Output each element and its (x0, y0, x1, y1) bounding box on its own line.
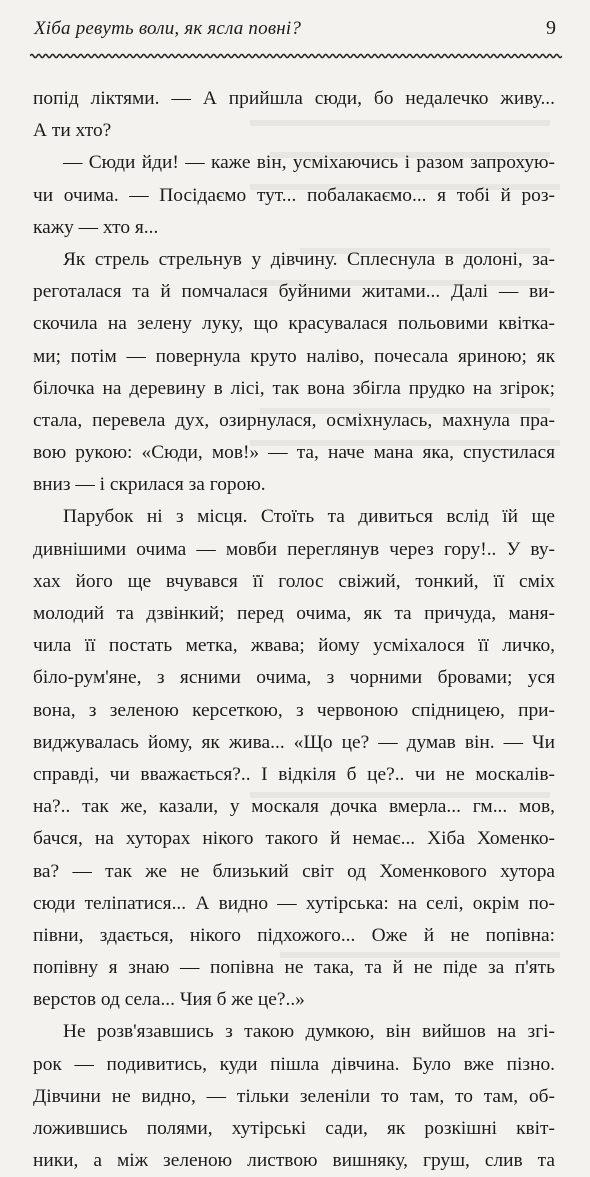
wavy-divider-rule (30, 50, 562, 62)
text-line: попід ліктями. — А прийшла сюди, бо недалечко живу... (33, 88, 555, 109)
text-line: чи очима. — Посідаємо тут... побалакаємо... я тобі й роз- (33, 184, 555, 206)
text-line: чила її постать метка, жвава; йому усміхалося її личко, (33, 635, 555, 657)
text-line: рок — подивитись, куди пішла дівчина. Було вже пізно. (33, 1053, 555, 1075)
page-number: 9 (546, 17, 556, 39)
text-line: біло-рум'яне, з ясними очима, з чорними бровами; уся (33, 667, 555, 689)
text-line: — Сюди йди! — каже він, усміхаючись і разом запрохую- (63, 152, 555, 174)
text-line: А ти хто? (33, 120, 112, 142)
text-line: дивнішими очима — мовби переглянув через гору!.. У ву- (33, 538, 555, 560)
text-line: стала, перевела дух, озирнулася, осміхнулась, махнула пра- (33, 409, 555, 431)
text-line: скочила на зелену луку, що красувалася польовими квітка- (33, 313, 555, 335)
text-line: кажу — хто я... (33, 216, 159, 238)
text-line: вою рукою: «Сюди, мов!» — та, наче мана яка, спустилася (33, 442, 555, 464)
page-header (34, 12, 560, 42)
text-line: ва? — так же не близький світ од Хоменкового хутора (33, 860, 555, 882)
text-line: реготалася та й помчалася буйними житами... Далі — ви- (33, 281, 555, 303)
text-line: вона, з зеленою керсеткою, з червоною спідницею, при- (33, 699, 555, 721)
text-line: вниз — і скрилася за горою. (33, 474, 266, 496)
text-line: верстов од села... Чия б же це?..» (33, 989, 305, 1011)
text-line: Парубок ні з місця. Стоїть та дивиться вслід їй ще (63, 506, 555, 528)
text-line: попівну я знаю — попівна не така, та й не піде за п'ять (33, 957, 555, 979)
text-line: Не розв'язавшись з такою думкою, він вийшов на згі- (63, 1021, 555, 1043)
running-title: Хіба ревуть воли, як ясла повні? (34, 18, 302, 39)
text-line: сюди теліпатися... А видно — хутірська: на селі, окрім по- (33, 892, 555, 914)
text-line: бачся, на хуторах нікого такого й немає... Хіба Хоменко- (33, 828, 555, 850)
text-line: ложившись полями, хутірські сади, як розкішні квіт- (33, 1118, 555, 1139)
text-line: виджувалась йому, як жива... «Що це? — думав він. — Чи (33, 731, 555, 753)
text-line: молодий та дзвінкий; перед очима, як та причуда, маня- (33, 603, 555, 624)
text-line: Як стрель стрельнув у дівчину. Сплеснула в долоні, за- (63, 248, 555, 270)
text-line: білочка на деревину в лісі, так вона збігла прудко на згірок; (33, 377, 555, 399)
text-line: ники, а між зеленою листвою вишняку, груш, слив та (33, 1150, 555, 1172)
text-line: ми; потім — повернула круто наліво, почесала яриною; як (33, 345, 555, 367)
body-text (33, 83, 555, 1177)
text-line: на?.. так же, казали, у москаля дочка вмерла... гм... мов, (33, 796, 555, 818)
text-line: Дівчини не видно, — тільки зеленіли то там, то там, об- (33, 1085, 555, 1107)
text-line: хах його ще вчувався її голос свіжий, тонкий, її сміх (33, 570, 555, 592)
text-line: півни, здається, нікого підхожого... Оже й не попівна: (33, 924, 555, 946)
text-line: справді, чи вважається?.. І відкіля б це?.. чи не москалів- (33, 763, 555, 785)
